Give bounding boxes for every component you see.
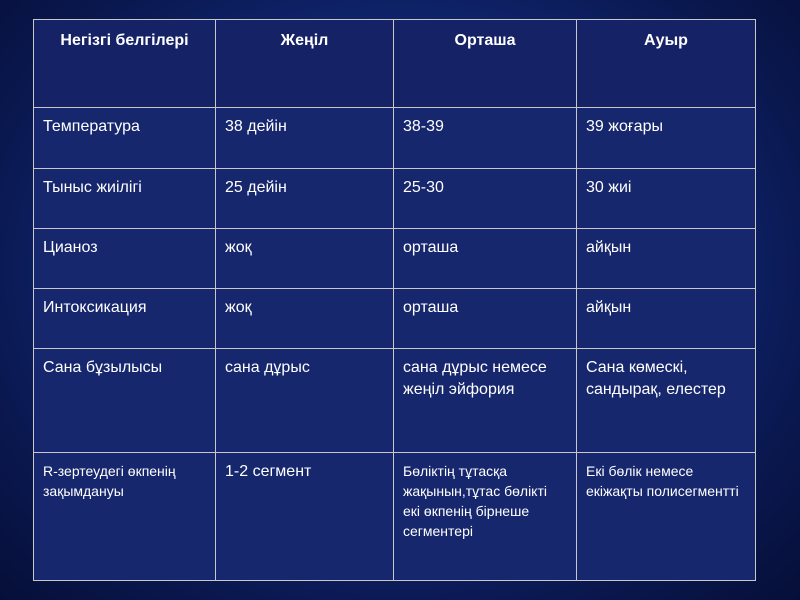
cell-severe: Екі бөлік немесе екіжақты полисегментті xyxy=(577,453,756,581)
header-severe: Ауыр xyxy=(577,20,756,108)
cell-severe: Сана көмескі, сандырақ, елестер xyxy=(577,349,756,453)
table-row xyxy=(34,108,756,169)
row-label: Цианоз xyxy=(34,229,216,289)
row-label: R-зертеудегі өкпенің зақымдануы xyxy=(34,453,216,581)
header-row xyxy=(34,20,756,108)
table-row xyxy=(34,453,756,581)
header-main-signs: Негізгі белгілері xyxy=(34,20,216,108)
cell-severe: 39 жоғары xyxy=(577,108,756,169)
header-moderate: Орташа xyxy=(394,20,577,108)
cell-moderate: 38-39 xyxy=(394,108,577,169)
cell-moderate: 25-30 xyxy=(394,169,577,229)
table-row xyxy=(34,349,756,453)
cell-mild: 25 дейін xyxy=(216,169,394,229)
table-row xyxy=(34,169,756,229)
cell-moderate: Бөліктің тұтасқа жақынын,тұтас бөлікті екі өкпенің бірнеше сегментері xyxy=(394,453,577,581)
row-label: Интоксикация xyxy=(34,289,216,349)
table-row xyxy=(34,289,756,349)
cell-moderate: орташа xyxy=(394,289,577,349)
cell-mild: 38 дейін xyxy=(216,108,394,169)
cell-mild: жоқ xyxy=(216,229,394,289)
cell-severe: 30 жиі xyxy=(577,169,756,229)
header-mild: Жеңіл xyxy=(216,20,394,108)
cell-moderate: орташа xyxy=(394,229,577,289)
cell-mild: 1-2 сегмент xyxy=(216,453,394,581)
row-label: Сана бұзылысы xyxy=(34,349,216,453)
table-row xyxy=(34,229,756,289)
cell-severe: айқын xyxy=(577,289,756,349)
row-label: Температура xyxy=(34,108,216,169)
cell-mild: жоқ xyxy=(216,289,394,349)
severity-table xyxy=(33,19,756,581)
cell-mild: сана дұрыс xyxy=(216,349,394,453)
cell-severe: айқын xyxy=(577,229,756,289)
row-label: Тыныс жиілігі xyxy=(34,169,216,229)
cell-moderate: сана дұрыс немесе жеңіл эйфория xyxy=(394,349,577,453)
